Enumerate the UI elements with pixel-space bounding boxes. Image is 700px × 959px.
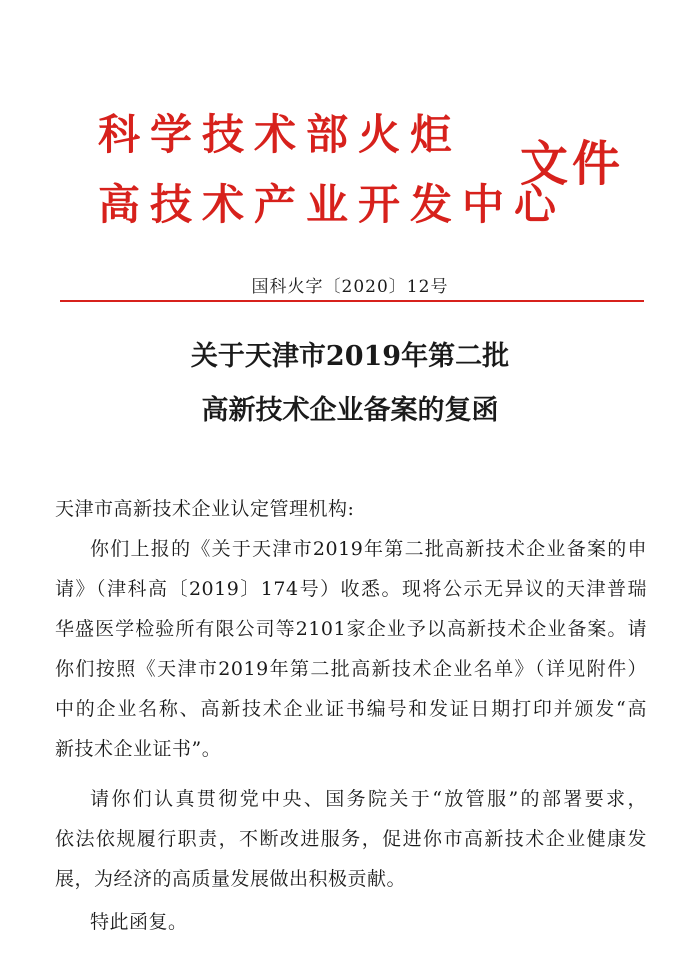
- document-title-line-1: 关于天津市2019年第二批: [190, 341, 510, 372]
- closing-line: 特此函复。: [90, 911, 188, 933]
- paragraph-1-line: 新技术企业证书”。: [55, 738, 222, 760]
- paragraph-1-line: 你们上报的《关于天津市2019年第二批高新技术企业备案的申: [90, 538, 647, 560]
- paragraph-1-line: 你们按照《天津市2019年第二批高新技术企业名单》（详见附件）: [55, 658, 647, 680]
- document-number: 国科火字〔2020〕12号: [251, 277, 449, 297]
- paragraph-1-line: 华盛医学检验所有限公司等2101家企业予以高新技术企业备案。请: [55, 618, 647, 640]
- issuing-org-line-2: 高技术产业开发中心: [98, 180, 567, 229]
- paragraph-1-line: 中的企业名称、高新技术企业证书编号和发证日期打印并颁发“高: [55, 698, 647, 720]
- paragraph-2-line: 请你们认真贯彻党中央、国务院关于“放管服”的部署要求，: [90, 788, 647, 810]
- salutation: 天津市高新技术企业认定管理机构:: [55, 498, 355, 520]
- document-title-line-2: 高新技术企业备案的复函: [201, 395, 499, 426]
- red-divider: [60, 300, 644, 302]
- paragraph-1-line: 请》（津科高〔2019〕174号）收悉。现将公示无异议的天津普瑞: [55, 578, 647, 600]
- issuing-org-line-1: 科学技术部火炬: [98, 110, 463, 159]
- paragraph-2-line: 依法依规履行职责，不断改进服务，促进你市高新技术企业健康发: [55, 828, 647, 850]
- paragraph-2-line: 展，为经济的高质量发展做出积极贡献。: [55, 868, 407, 890]
- document-kind: 文件: [520, 136, 625, 192]
